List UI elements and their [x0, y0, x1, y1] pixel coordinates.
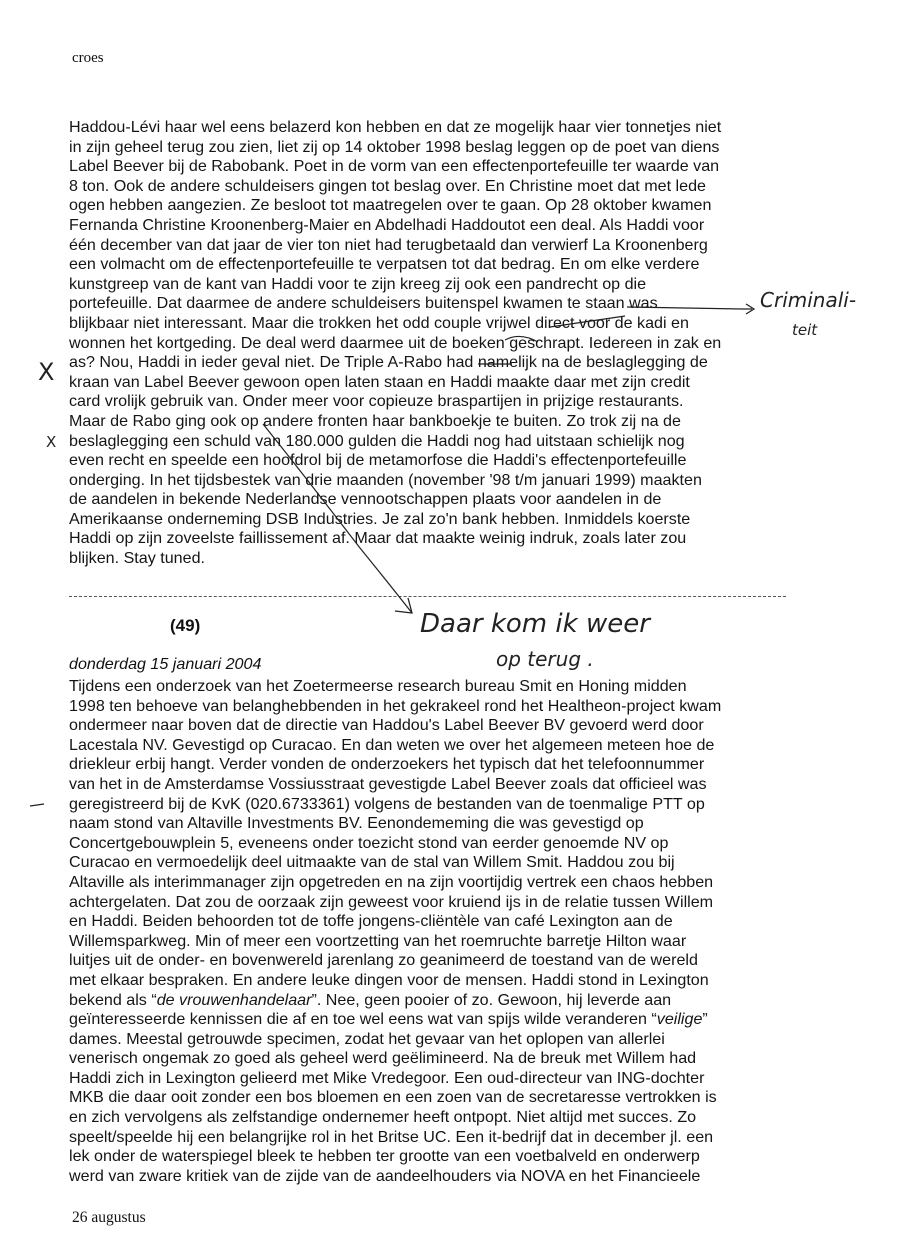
text-line: blijkbaar niet interessant. Maar die trokken het odd couple vrijwel direct voor de kadi en [69, 313, 689, 332]
text-line: wonnen het kortgeding. De deal werd daarmee uit de boeken geschrapt. Iedereen in zak en [69, 333, 722, 352]
text-line: Willemsparkweg. Min of meer een voortzetting van het roemruchte barretje Hilton waar [69, 931, 687, 950]
dateline: donderdag 15 januari 2004 [69, 655, 262, 673]
italic-fragment: de vrouwenhandelaar [156, 990, 312, 1009]
text-line: lek onder de waterspiegel bleek te hebben ter grootte van een voetbalveld en onderwerp [69, 1147, 700, 1166]
arrow-icon [395, 598, 412, 613]
text-line: venerisch ongemak zo goed als geheel werd geëlimineerd. Na de breuk met Willem had [69, 1049, 697, 1068]
text-line: kunstgreep van de kant van Haddi voor te zijn kreeg zij ook een pandrecht op die [69, 274, 647, 293]
text-line: van het in de Amsterdamse Vossiusstraat gevestigde Label Beever zoals dat officieel was [69, 774, 707, 793]
text-line: Lacestala NV. Gevestigd op Curacao. En dan weten we over het algemeen meteen hoe de [69, 735, 715, 754]
text-line: Tijdens een onderzoek van het Zoetermeerse research bureau Smit en Honing midden [69, 677, 687, 695]
text-line: 8 ton. Ook de andere schuldeisers gingen tot beslag over. En Christine moet dat met lede [69, 176, 706, 195]
text-fragment: ” [702, 1010, 708, 1029]
text-line: geregistreerd bij de KvK (020.6733361) volgens de bestanden van de toenmalige PTT op [69, 794, 705, 813]
text-line: even recht en speelde een hoofdrol bij de metamorfose die Haddi's effectenportefeuille [69, 451, 687, 470]
text-line [69, 1010, 721, 1030]
text-line: Fernanda Christine Kroonenberg-Maier en Abdelhadi Haddoutot een deal. Als Haddi voor [69, 215, 705, 234]
italic-fragment: veilige [656, 1010, 703, 1029]
text-line: één december van dat jaar de vier ton niet had terugbetaald dan verwierf La Kroonenberg [69, 235, 708, 254]
text-line: onderging. In het tijdsbestek van drie maanden (november '98 t/m januari 1999) maakten [69, 470, 702, 489]
text-line: blijken. Stay tuned. [69, 549, 205, 568]
text-line: de aandelen in bekende Nederlandse vennootschappen plaats voor aandelen in de [69, 490, 662, 509]
text-line: achtergelaten. Dat zou de oorzaak zijn geweest voor kruiend ijs in de relatie tussen Willem [69, 892, 714, 911]
handwritten-note: op terug . [496, 647, 594, 671]
check-mark-icon: X [38, 358, 55, 386]
text-line: luitjes uit de onder- en bovenwereld jarenlang zo geanimeerd de toestand van de wereld [69, 951, 698, 970]
margin-note: Criminali- [760, 288, 857, 312]
text-line: kraan van Label Beever gewoon open laten staan en Haddi maakte daar met zijn credit [69, 372, 690, 391]
text-line [69, 991, 721, 1011]
text-line: ondermeer naar boven dat de directie van Haddou's Label Beever BV gevoerd werd door [69, 716, 704, 735]
text-fragment: bekend als “ [69, 990, 157, 1009]
text-line: Concertgebouwplein 5, eveneens onder toezicht stond van eerder genoemde NV op [69, 833, 669, 852]
text-line: Label Beever bij de Rabobank. Poet in de vorm van een effectenportefeuille ter waarde van [69, 157, 720, 176]
paragraph-1 [69, 118, 721, 569]
check-mark-icon: X [46, 433, 57, 451]
text-line: MKB die daar ooit zonder een bos bloemen en een zoen van de secretaresse vertrokken is [69, 1088, 717, 1107]
text-line: en zich vervolgens als zelfstandige ondernemer heeft ontpopt. Niet altijd met succes. Zo [69, 1108, 697, 1127]
text-line: werd van zware kritiek van de zijde van de aandeelhouders via NOVA en het Financieele [69, 1166, 701, 1185]
text-line: 1998 ten behoeve van belanghebbenden in het gekrakeel rond het Healtheon-project kwam [69, 696, 722, 715]
text-line: naam stond van Altaville Investments BV. Eenondememing die was gevestigd op [69, 814, 644, 833]
page-header: croes [72, 50, 104, 66]
text-line: Haddi zich in Lexington gelieerd met Mike Vredegoor. Een oud-directeur van ING-dochter [69, 1068, 705, 1087]
text-line: Maar de Rabo ging ook op andere fronten haar bankboekje te buiten. Zo trok zij na de [69, 411, 681, 430]
handwritten-note: Daar kom ik weer [420, 609, 650, 639]
margin-note: teit [792, 321, 818, 339]
text-line: speelt/speelde hij een belangrijke rol in het Britse UC. Een it-bedrijf dat in december jl. een [69, 1127, 714, 1146]
text-line: Curacao en vermoedelijk deel uitmaakte van de stal van Willem Smit. Haddou zou bij [69, 853, 675, 872]
arrow-icon [742, 304, 754, 314]
text-line: portefeuille. Dat daarmee de andere schuldeisers buitenspel kwamen te staan was [69, 294, 658, 313]
margin-dash-mark [30, 804, 44, 806]
text-fragment: geïnteresseerde kennissen die af en toe wel eens wat van spijs wilde veranderen “ [69, 1010, 657, 1029]
text-line: Haddou-Lévi haar wel eens belazerd kon hebben en dat ze mogelijk haar vier tonnetjes niet [69, 118, 722, 136]
section-divider [69, 596, 786, 597]
section-number: (49) [170, 616, 201, 635]
text-line: Haddi op zijn zoveelste faillissement af. Maar dat maakte weinig indruk, zoals later zou [69, 529, 687, 548]
page-footer: 26 augustus [72, 1209, 146, 1226]
text-line: card vrolijk gebruik van. Onder meer voor copieuze braspartijen in prijzige restaurants. [69, 392, 684, 411]
text-line: en Haddi. Beiden behoorden tot de toffe jongens-cliëntèle van café Lexington aan de [69, 912, 673, 931]
text-fragment: ”. Nee, geen pooier of zo. Gewoon, hij leverde aan [311, 990, 672, 1009]
text-line: een volmacht om de effectenportefeuille te verpatsen tot dat bedrag. En om elke verdere [69, 255, 700, 274]
text-line: beslaglegging een schuld van 180.000 gulden die Haddi nog had uitstaan schielijk nog [69, 431, 685, 450]
paragraph-2 [69, 677, 721, 1186]
text-line: as? Nou, Haddi in ieder geval niet. De Triple A-Rabo had namelijk na de beslaglegging de [69, 353, 708, 372]
text-line: ogen hebben aangezien. Ze besloot tot maatregelen over te gaan. Op 28 oktober kwamen [69, 196, 712, 215]
text-line: in zijn geheel terug zou zien, liet zij op 14 oktober 1998 beslag leggen op de poet van diens [69, 137, 720, 156]
text-line: Amerikaanse onderneming DSB Industries. Je zal zo'n bank hebben. Inmiddels koerste [69, 509, 691, 528]
text-line: met elkaar bespraken. En andere leuke dingen voor de mensen. Haddi stond in Lexington [69, 970, 709, 989]
text-line: dames. Meestal getrouwde specimen, zodat het gevaar van het oplopen van allerlei [69, 1029, 665, 1048]
text-line: Altaville als interimmanager zijn opgetreden en na zijn voortijdig vertrek een chaos hebben [69, 872, 714, 891]
text-line: driekleur erbij hangt. Verder vonden de onderzoekers het typisch dat het telefoonnummer [69, 755, 705, 774]
